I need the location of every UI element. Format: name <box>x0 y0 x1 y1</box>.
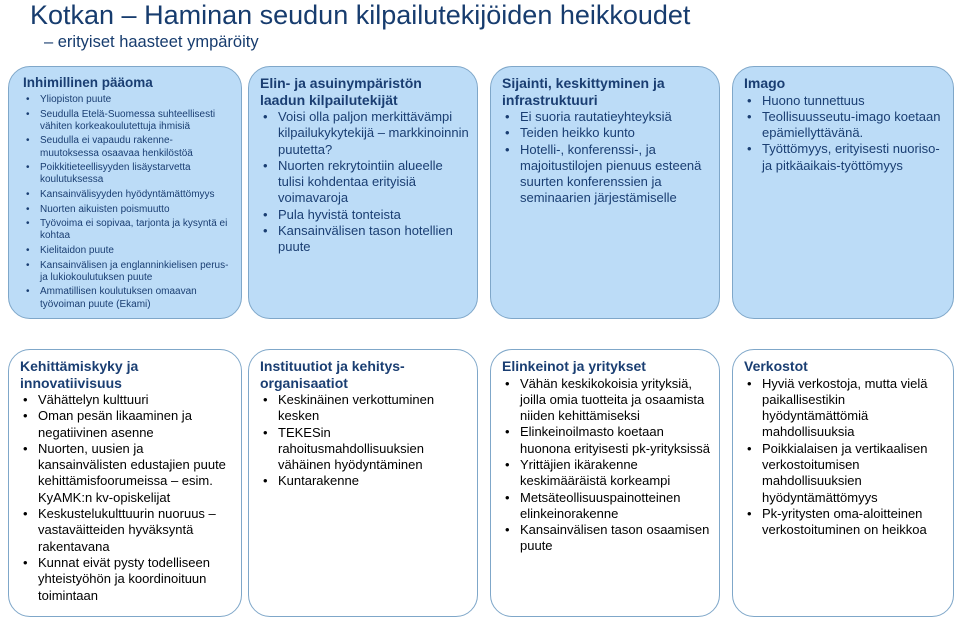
list-item <box>260 392 469 425</box>
bullet-list <box>744 376 945 539</box>
bullet-icon: • <box>26 135 30 147</box>
bullet-icon: • <box>263 473 268 489</box>
box-title: Kehittämiskyky ja innovatiivisuus <box>20 358 139 391</box>
bullet-icon: • <box>23 440 28 456</box>
bullet-icon: • <box>23 554 28 570</box>
list-item <box>502 142 711 207</box>
bullet-list <box>744 93 945 174</box>
list-item <box>20 555 233 604</box>
list-item-text: Metsäteollisuuspainotteinen elinkeinorakenne <box>520 489 681 521</box>
box-imago <box>732 66 954 319</box>
list-item <box>23 135 231 159</box>
bullet-icon: • <box>505 125 510 141</box>
list-item-text: Teiden heikko kunto <box>520 125 635 141</box>
list-item-text: Seudulla ei vapaudu rakenne-muutoksessa osaavaa henkilöstöä <box>40 135 193 159</box>
bullet-icon: • <box>505 141 510 157</box>
list-item-text: Kansainvälisyyden hyödyntämättömyys <box>40 188 215 200</box>
page-subtitle: – erityiset haasteet ympäröity <box>44 33 259 51</box>
box-sijainti-infrastruktuuri <box>490 66 720 319</box>
list-item <box>23 286 231 310</box>
list-item <box>744 141 945 174</box>
list-item-text: Työvoima ei sopivaa, tarjonta ja kysyntä ei kohtaa <box>40 218 228 242</box>
list-item <box>744 109 945 142</box>
bullet-icon: • <box>505 109 510 124</box>
list-item-text: Poikkialaisen ja vertikaalisen verkostoitumisen mahdollisuuksien hyödyntämättömyys <box>762 440 928 505</box>
bullet-icon: • <box>263 424 268 440</box>
bullet-icon: • <box>23 506 28 522</box>
list-item <box>744 376 945 441</box>
bullet-icon: • <box>505 375 510 391</box>
list-item <box>20 392 233 408</box>
box-inhimillinen-paaoma <box>8 66 242 319</box>
bullet-icon: • <box>23 392 28 407</box>
list-item-text: Oman pesän likaaminen ja negatiivinen asenne <box>38 408 192 440</box>
bullet-icon: • <box>263 206 268 222</box>
list-item-text: Kansainvälisen tason hotellien puute <box>278 223 453 255</box>
bullet-list <box>502 109 711 207</box>
box-title: Inhimillinen pääoma <box>23 75 153 90</box>
list-item <box>502 109 711 125</box>
list-item <box>20 441 233 506</box>
box-title: Sijainti, keskittyminen ja infrastruktuuri <box>502 75 665 108</box>
list-item <box>23 204 231 216</box>
list-item <box>502 376 711 425</box>
list-item-text: Voisi olla paljon merkittävämpi kilpailukykytekijä – markkinoinnin puutetta? <box>278 109 469 157</box>
box-title: Verkostot <box>744 358 808 374</box>
bullet-icon: • <box>747 92 752 108</box>
bullet-icon: • <box>263 109 268 124</box>
box-instituutiot <box>248 349 478 617</box>
list-item <box>23 162 231 186</box>
box-elin-ja-asuinymparisto <box>248 66 478 319</box>
bullet-icon: • <box>505 489 510 505</box>
box-kehittamiskyky <box>8 349 242 617</box>
list-item-text: Keskinäinen verkottuminen kesken <box>278 392 435 424</box>
list-item <box>744 506 945 539</box>
list-item-text: Nuorten, uusien ja kansainvälisten edustajien puute kehittämisfoorumeissa – esim. KyAMK:n kv-opiskelijat <box>38 440 226 505</box>
bullet-list <box>260 392 469 490</box>
list-item-text: TEKESin rahoitusmahdollisuuksien vähäinen hyödyntäminen <box>278 424 424 473</box>
bullet-icon: • <box>747 141 752 157</box>
list-item-text: Poikkitieteellisyyden lisäystarvetta koulutuksessa <box>40 162 191 186</box>
list-item <box>260 109 469 158</box>
bullet-icon: • <box>26 188 30 200</box>
list-item-text: Kuntarakenne <box>278 473 359 489</box>
bullet-icon: • <box>26 218 30 230</box>
list-item <box>502 522 711 555</box>
bullet-icon: • <box>505 424 510 440</box>
list-item <box>23 218 231 242</box>
box-title: Imago <box>744 75 786 91</box>
bullet-icon: • <box>263 223 268 239</box>
list-item-text: Yliopiston puute <box>40 94 112 105</box>
list-item-text: Ammatillisen koulutuksen omaavan työvoiman puute (Ekami) <box>40 286 197 310</box>
list-item <box>260 473 469 489</box>
list-item <box>20 408 233 441</box>
bullet-icon: • <box>747 375 752 391</box>
list-item <box>744 93 945 109</box>
list-item-text: Kansainvälisen tason osaamisen puute <box>520 522 710 554</box>
list-item <box>744 441 945 506</box>
list-item <box>260 207 469 223</box>
list-item-text: Hotelli-, konferenssi-, ja majoitustilojen pienuus esteenä suurten konferenssien ja seminaarien järjestämiselle <box>520 141 702 206</box>
bullet-icon: • <box>26 286 30 298</box>
list-item <box>23 245 231 257</box>
list-item-text: Keskustelukulttuurin nuoruus – vastaväitteiden hyväksyntä rakentavana <box>38 506 216 554</box>
bullet-icon: • <box>26 108 30 120</box>
page-title: Kotkan – Haminan seudun kilpailutekijöiden heikkoudet <box>30 0 691 30</box>
bullet-icon: • <box>26 244 30 256</box>
list-item-text: Huono tunnettuus <box>762 92 865 108</box>
list-item <box>260 223 469 256</box>
bullet-icon: • <box>505 456 510 472</box>
box-title: Instituutiot ja kehitys-organisaatiot <box>260 358 405 391</box>
bullet-list <box>23 94 231 311</box>
bullet-icon: • <box>747 108 752 124</box>
box-title: Elin- ja asuinympäristön laadun kilpailutekijät <box>260 75 422 108</box>
list-item <box>23 94 231 106</box>
list-item <box>23 260 231 284</box>
list-item <box>23 189 231 201</box>
list-item-text: Kansainvälisen ja englanninkielisen perus- ja lukiokoulutuksen puute <box>40 259 229 283</box>
list-item <box>502 490 711 523</box>
bullet-icon: • <box>747 505 752 521</box>
bullet-list <box>502 376 711 555</box>
bullet-icon: • <box>26 94 30 105</box>
list-item <box>260 425 469 474</box>
box-verkostot <box>732 349 954 617</box>
bullet-icon: • <box>26 162 30 174</box>
list-item-text: Seudulla Etelä-Suomessa suhteellisesti vähiten korkeakoulutettuja ihmisiä <box>40 108 216 132</box>
bullet-icon: • <box>26 259 30 271</box>
list-item-text: Hyviä verkostoja, mutta vielä paikallisestikin hyödyntämättömiä mahdollisuuksia <box>762 375 928 440</box>
bullet-list <box>20 392 233 604</box>
list-item <box>502 457 711 490</box>
bullet-icon: • <box>505 522 510 538</box>
bullet-icon: • <box>263 392 268 407</box>
list-item-text: Elinkeinoilmasto koetaan huonona erityisesti pk-yrityksissä <box>520 424 711 456</box>
box-elinkeinot <box>490 349 720 617</box>
list-item-text: Vähän keskikokoisia yrityksiä, joilla omia tuotteita ja osaamista niiden kehittämiseksi <box>520 375 705 424</box>
list-item <box>502 424 711 457</box>
list-item-text: Vähättelyn kulttuuri <box>38 392 149 407</box>
list-item-text: Ei suoria rautatieyhteyksiä <box>520 109 672 124</box>
list-item-text: Nuorten aikuisten poismuutto <box>40 203 170 215</box>
list-item <box>20 506 233 555</box>
list-item-text: Pula hyvistä tonteista <box>278 206 401 222</box>
list-item-text: Teollisuusseutu-imago koetaan epämiellyttävänä. <box>762 108 941 141</box>
list-item-text: Pk-yritysten oma-aloitteinen verkostoituminen on heikkoa <box>762 505 927 538</box>
bullet-list <box>260 109 469 256</box>
list-item <box>502 125 711 141</box>
list-item-text: Työttömyys, erityisesti nuoriso- ja pitkäaikais-työttömyys <box>762 141 940 173</box>
list-item <box>23 109 231 133</box>
list-item <box>260 158 469 207</box>
list-item-text: Yrittäjien ikärakenne keskimääräistä korkeampi <box>520 456 671 489</box>
list-item-text: Kunnat eivät pysty todelliseen yhteistyöhön ja koordinoituun toimintaan <box>38 554 210 603</box>
box-title: Elinkeinot ja yritykset <box>502 358 646 374</box>
list-item-text: Nuorten rekrytointiin alueelle tulisi kohdentaa erityisiä voimavaroja <box>278 157 443 206</box>
bullet-icon: • <box>23 408 28 424</box>
bullet-icon: • <box>263 157 268 173</box>
bullet-icon: • <box>747 440 752 456</box>
list-item-text: Kielitaidon puute <box>40 244 114 256</box>
bullet-icon: • <box>26 203 30 215</box>
